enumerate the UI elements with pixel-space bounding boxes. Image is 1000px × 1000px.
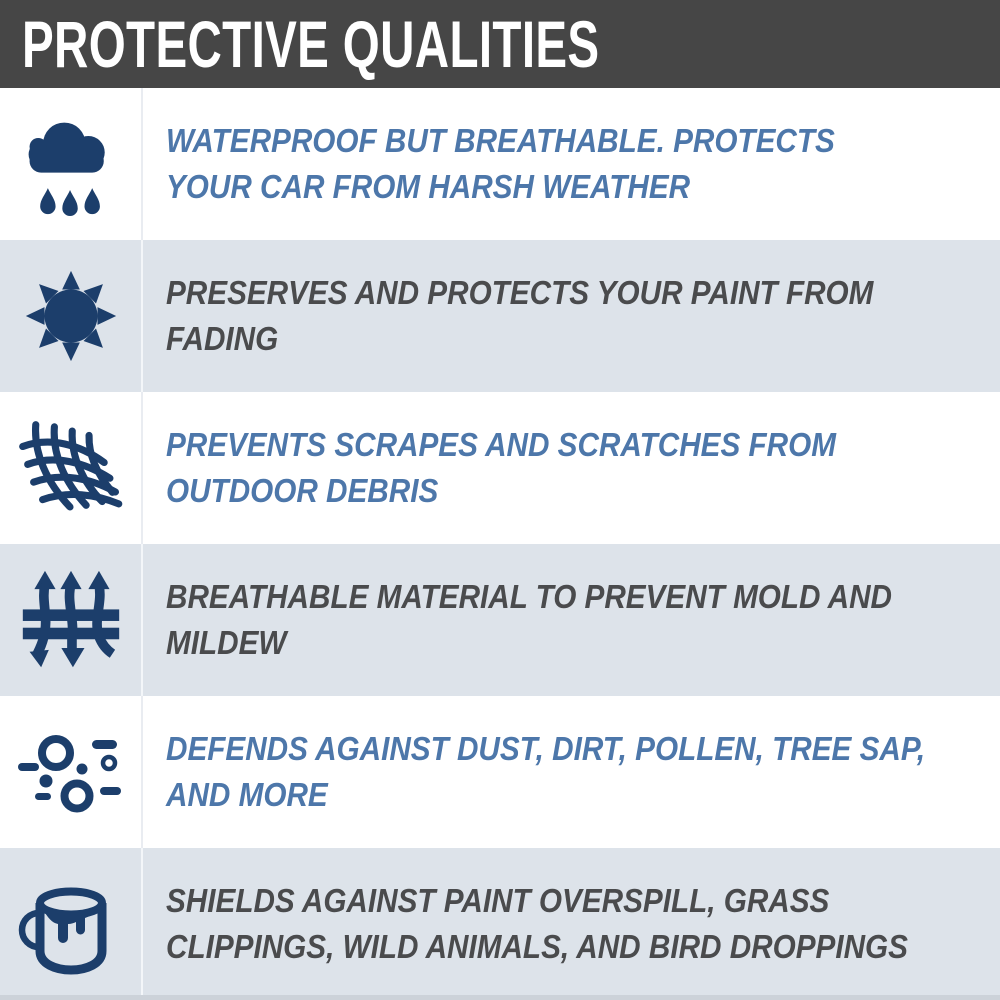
- quality-row-scratches: [0, 392, 1000, 544]
- icon-cell: [0, 848, 143, 1000]
- quality-row-overspill: [0, 848, 1000, 1000]
- quality-text-line: PREVENTS SCRAPES AND SCRATCHES FROM: [166, 426, 836, 463]
- page-title: PROTECTIVE QUALITIES: [22, 7, 600, 81]
- sun-icon: [17, 262, 125, 370]
- quality-text-line: MILDEW: [166, 624, 287, 661]
- icon-cell: [0, 392, 143, 544]
- header-bar: [0, 0, 1000, 88]
- quality-text-line: AND MORE: [166, 776, 328, 813]
- quality-row-fading: [0, 240, 1000, 392]
- icon-cell: [0, 240, 143, 392]
- quality-text-line: FADING: [166, 320, 279, 357]
- quality-text-line: SHIELDS AGAINST PAINT OVERSPILL, GRASS: [166, 882, 830, 919]
- icon-cell: [0, 88, 143, 240]
- quality-row-waterproof: [0, 88, 1000, 240]
- quality-text-line: PRESERVES AND PROTECTS YOUR PAINT FROM: [166, 274, 874, 311]
- quality-text-line: DEFENDS AGAINST DUST, DIRT, POLLEN, TREE SAP,: [166, 730, 926, 767]
- quality-row-mold: [0, 544, 1000, 696]
- rain-cloud-icon: [18, 109, 124, 219]
- text-cell: [143, 240, 1000, 392]
- quality-text-line: CLIPPINGS, WILD ANIMALS, AND BIRD DROPPINGS: [166, 928, 908, 965]
- text-cell: [143, 848, 1000, 1000]
- text-cell: [143, 544, 1000, 696]
- net-icon: [15, 409, 127, 527]
- quality-text-line: OUTDOOR DEBRIS: [166, 472, 439, 509]
- quality-row-dust: [0, 696, 1000, 848]
- text-cell: [143, 392, 1000, 544]
- quality-text-line: BREATHABLE MATERIAL TO PREVENT MOLD AND: [166, 578, 893, 615]
- text-cell: [143, 88, 1000, 240]
- icon-cell: [0, 696, 143, 848]
- breathable-weave-icon: [18, 567, 124, 673]
- text-cell: [143, 696, 1000, 848]
- quality-text-line: YOUR CAR FROM HARSH WEATHER: [166, 168, 691, 205]
- quality-text-line: WATERPROOF BUT BREATHABLE. PROTECTS: [166, 122, 835, 159]
- dust-particles-icon: [16, 730, 126, 814]
- paint-can-icon: [16, 868, 126, 980]
- icon-cell: [0, 544, 143, 696]
